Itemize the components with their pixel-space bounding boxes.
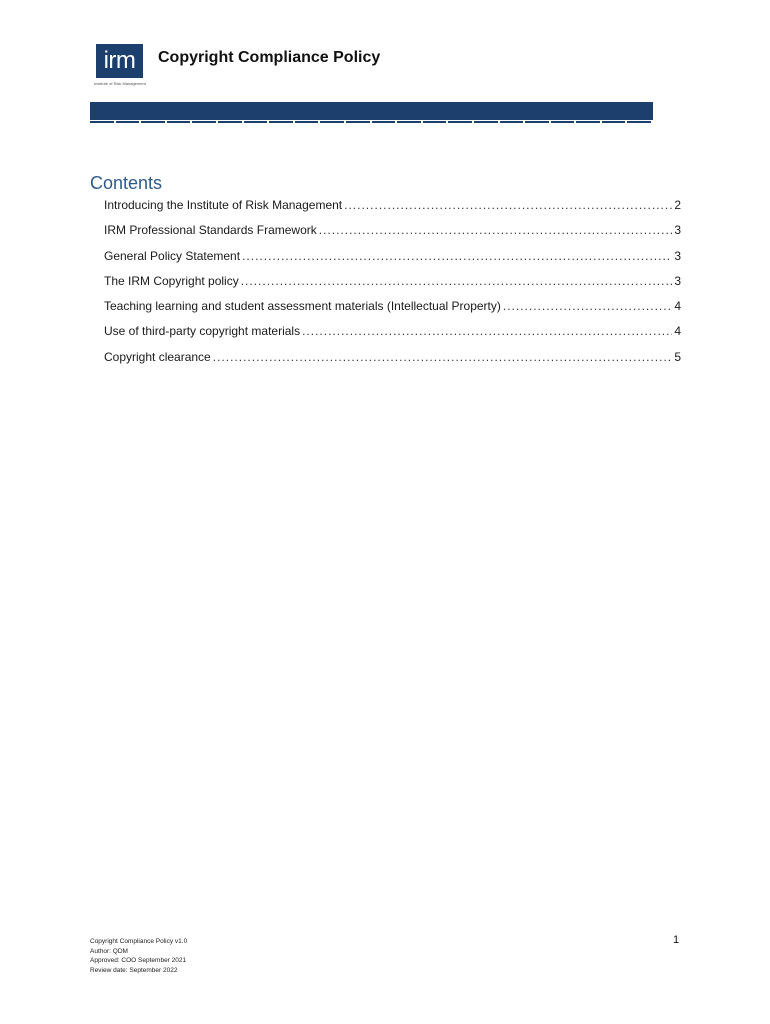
toc-entry-title: Copyright clearance (104, 349, 211, 364)
toc-entry[interactable] (104, 299, 681, 324)
toc-entry-page: 4 (674, 299, 681, 314)
toc-entry-title: General Policy Statement (104, 248, 241, 263)
header-rule (90, 121, 653, 123)
toc-entry-page: 3 (674, 223, 681, 238)
contents-heading: Contents (90, 173, 163, 193)
logo-subtext: Institute of Risk Management (94, 81, 146, 86)
toc-entry[interactable] (104, 274, 681, 299)
toc-entry-page: 5 (674, 349, 681, 364)
footer-review-date: Review date: September 2022 (90, 966, 178, 974)
toc-entry-title: Use of third-party copyright materials (104, 324, 301, 339)
toc-entry-page: 4 (674, 324, 681, 339)
toc-entry[interactable] (104, 223, 681, 248)
toc-leader-dots (241, 274, 673, 288)
toc-leader-dots (344, 198, 672, 212)
toc-leader-dots (503, 299, 672, 313)
toc-leader-dots (319, 223, 673, 237)
toc-entry-title: The IRM Copyright policy (104, 273, 239, 288)
toc-entry[interactable] (104, 198, 681, 223)
toc-entry[interactable] (104, 350, 681, 375)
page-number: 1 (673, 934, 680, 946)
toc-entry[interactable] (104, 324, 681, 349)
header-banner (90, 102, 653, 120)
footer-approved: Approved: COO September 2021 (90, 957, 187, 964)
table-of-contents (104, 198, 681, 375)
document-footer (90, 937, 187, 975)
document-title: Copyright Compliance Policy (158, 49, 381, 66)
toc-entry-page: 3 (674, 273, 681, 288)
logo-text: irm (103, 47, 136, 74)
toc-entry-title: Teaching learning and student assessment materials (Intellectual Property) (104, 299, 501, 314)
footer-version: Copyright Compliance Policy v1.0 (90, 938, 188, 945)
footer-author: Author: QDM (90, 947, 128, 955)
toc-entry[interactable] (104, 249, 681, 274)
toc-entry-title: Introducing the Institute of Risk Management (104, 198, 343, 212)
toc-leader-dots (302, 324, 672, 338)
toc-entry-page: 2 (674, 198, 681, 212)
toc-entry-page: 3 (674, 248, 681, 263)
toc-entry-title: IRM Professional Standards Framework (104, 223, 317, 238)
toc-leader-dots (242, 249, 672, 263)
toc-leader-dots (213, 350, 673, 364)
irm-logo (96, 44, 143, 78)
